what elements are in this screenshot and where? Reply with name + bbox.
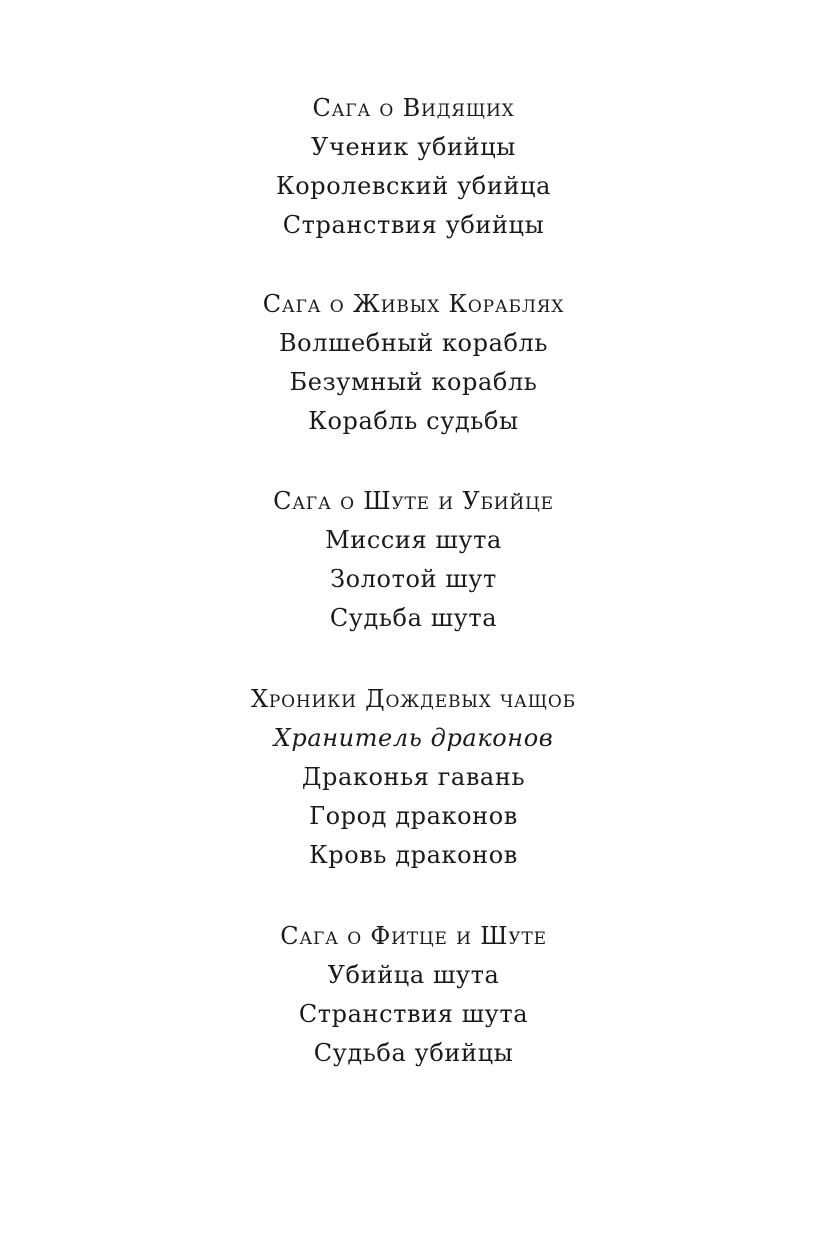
book-title: Золотой шут bbox=[330, 565, 497, 593]
series-title: Сага о Шуте и Убийце bbox=[273, 487, 554, 515]
series-block bbox=[0, 680, 827, 875]
series-block bbox=[0, 482, 827, 638]
book-title: Странствия убийцы bbox=[282, 211, 545, 239]
series-block bbox=[0, 89, 827, 245]
book-title: Кровь драконов bbox=[309, 841, 518, 869]
book-title: Миссия шута bbox=[325, 526, 502, 554]
book-title: Судьба шута bbox=[329, 604, 498, 632]
book-title: Ученик убийцы bbox=[311, 133, 516, 161]
book-title-current: Хранитель драконов bbox=[273, 724, 554, 752]
book-title: Волшебный корабль bbox=[278, 329, 549, 357]
book-title: Корабль судьбы bbox=[308, 407, 519, 435]
series-block bbox=[0, 285, 827, 441]
book-title: Драконья гавань bbox=[301, 763, 526, 791]
book-title: Убийца шута bbox=[327, 961, 500, 989]
series-title: Хроники Дождевых чащоб bbox=[251, 685, 576, 713]
book-title: Город драконов bbox=[309, 802, 518, 830]
book-title: Судьба убийцы bbox=[313, 1039, 514, 1067]
series-block bbox=[0, 917, 827, 1073]
series-title: Сага о Видящих bbox=[312, 94, 515, 122]
series-title: Сага о Живых Кораблях bbox=[262, 290, 565, 318]
book-title: Странствия шута bbox=[298, 1000, 529, 1028]
book-title: Безумный корабль bbox=[289, 368, 538, 396]
series-title: Сага о Фитце и Шуте bbox=[280, 922, 547, 950]
book-title: Королевский убийца bbox=[276, 172, 551, 200]
